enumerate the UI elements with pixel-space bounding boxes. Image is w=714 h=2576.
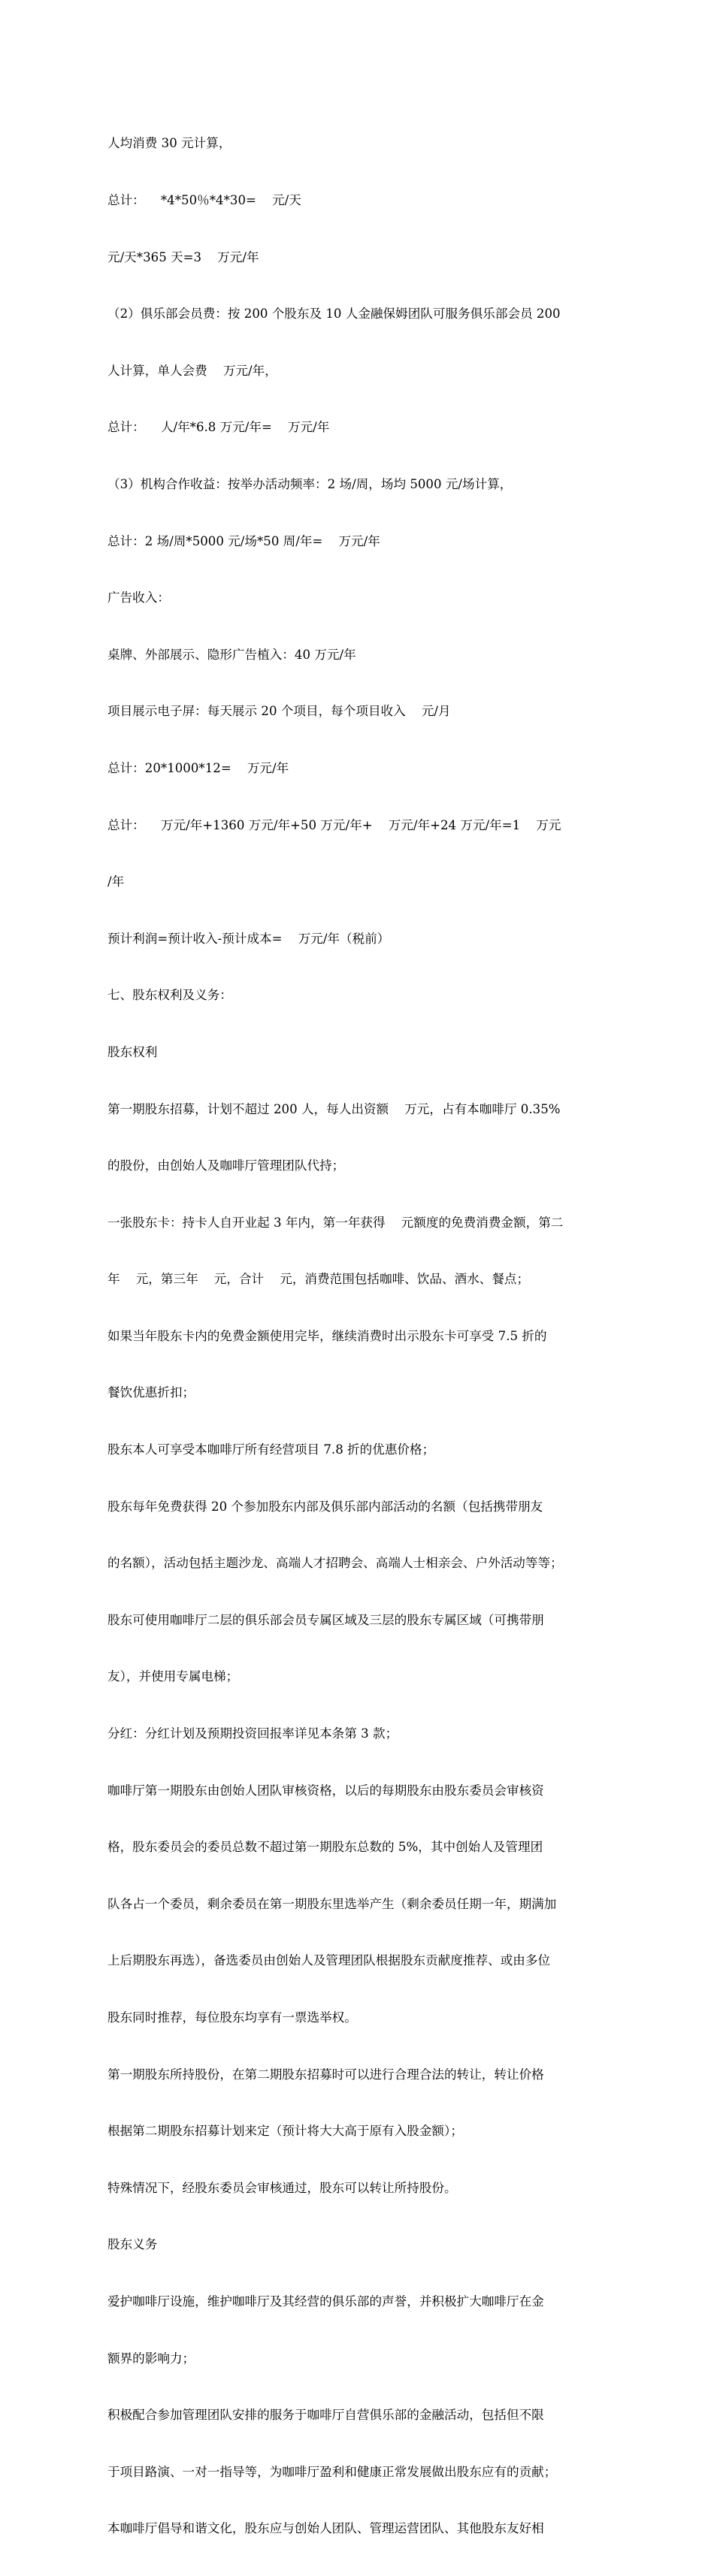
text-line: 总计： *4*50％*4*30= 元/天 [107, 193, 301, 207]
text-line: 桌牌、外部展示、隐形广告植入：40 万元/年 [107, 647, 356, 662]
text-line: 股东每年免费获得 20 个参加股东内部及俱乐部内部活动的名额（包括携带朋友 [107, 1499, 543, 1514]
text-line: 咖啡厅第一期股东由创始人团队审核资格，以后的每期股东由股东委员会审核资 [107, 1783, 544, 1798]
text-line: 第一期股东所持股份，在第二期股东招募时可以进行合理合法的转让，转让价格 [107, 2067, 544, 2082]
text-line: 于项目路演、一对一指导等，为咖啡厅盈利和健康正常发展做出股东应有的贡献； [107, 2464, 557, 2479]
text-line: 分红：分红计划及预期投资回报率详见本条第 3 款； [107, 1726, 398, 1741]
text-line: 人计算，单人会费 万元/年， [107, 363, 277, 378]
text-line: 人均消费 30 元计算， [107, 136, 231, 151]
section-heading: 股东权利 [107, 1044, 158, 1059]
text-line: 积极配合参加管理团队安排的服务于咖啡厅自营俱乐部的金融活动，包括但不限 [107, 2408, 544, 2423]
text-line: 上后期股东再选），备选委员由创始人及管理团队根据股东贡献度推荐、或由多位 [107, 1953, 551, 1968]
text-line: 总计： 人/年*6.8 万元/年= 万元/年 [107, 420, 330, 435]
text-line: 友），并使用专属电梯； [107, 1669, 239, 1684]
text-line: 根据第二期股东招募计划来定（预计将大大高于原有入股金额）； [107, 2124, 463, 2139]
text-line: /年 [107, 874, 125, 889]
text-line: 爱护咖啡厅设施，维护咖啡厅及其经营的俱乐部的声誉，并积极扩大咖啡厅在金 [107, 2294, 544, 2309]
text-line: 股东本人可享受本咖啡厅所有经营项目 7.8 折的优惠价格； [107, 1442, 435, 1457]
text-line: 预计利润=预计收入-预计成本= 万元/年（税前） [107, 931, 390, 946]
text-line: 一张股东卡：持卡人自开业起 3 年内，第一年获得 元额度的免费消费金额，第二 [107, 1215, 564, 1230]
text-line: 总计： 万元/年+1360 万元/年+50 万元/年+ 万元/年+24 万元/年=1 万元 [107, 817, 561, 832]
text-line: （3）机构合作收益：按举办活动频率：2 场/周，场均 5000 元/场计算， [107, 476, 513, 491]
text-line: 的名额），活动包括主题沙龙、高端人才招聘会、高端人士相亲会、户外活动等等； [107, 1556, 563, 1571]
document-body [107, 96, 610, 2576]
text-line: 年 元，第三年 元，合计 元，消费范围包括咖啡、饮品、酒水、餐点； [107, 1272, 530, 1287]
section-heading: 股东义务 [107, 2237, 158, 2252]
text-line: 第一期股东招募，计划不超过 200 人，每人出资额 万元，占有本咖啡厅 0.35% [107, 1101, 561, 1116]
text-line: 总计：20*1000*12= 万元/年 [107, 760, 289, 775]
text-line: 股东同时推荐，每位股东均享有一票选举权。 [107, 2010, 357, 2025]
text-line: 额界的影响力； [107, 2351, 195, 2366]
text-line: 餐饮优惠折扣； [107, 1385, 195, 1400]
section-heading: 七、股东权利及义务： [107, 988, 232, 1003]
text-line: 队各占一个委员，剩余委员在第一期股东里选举产生（剩余委员任期一年，期满加 [107, 1896, 557, 1911]
text-line: （2）俱乐部会员费：按 200 个股东及 10 人金融保姆团队可服务俱乐部会员 200 [107, 307, 561, 322]
text-line: 的股份，由创始人及咖啡厅管理团队代持； [107, 1158, 345, 1173]
text-line: 项目展示电子屏：每天展示 20 个项目，每个项目收入 元/月 [107, 704, 451, 719]
text-line: 本咖啡厅倡导和谐文化，股东应与创始人团队、管理运营团队、其他股东友好相 [107, 2521, 544, 2536]
text-line: 如果当年股东卡内的免费金额使用完毕，继续消费时出示股东卡可享受 7.5 折的 [107, 1328, 547, 1343]
section-heading: 广告收入： [107, 590, 170, 605]
text-line: 股东可使用咖啡厅二层的俱乐部会员专属区域及三层的股东专属区域（可携带朋 [107, 1612, 544, 1627]
text-line: 特殊情况下，经股东委员会审核通过，股东可以转让所持股份。 [107, 2180, 457, 2195]
text-line: 格，股东委员会的委员总数不超过第一期股东总数的 5%，其中创始人及管理团 [107, 1840, 543, 1855]
text-line: 总计：2 场/周*5000 元/场*50 周/年= 万元/年 [107, 533, 380, 548]
text-line: 元/天*365 天=3 万元/年 [107, 249, 259, 264]
